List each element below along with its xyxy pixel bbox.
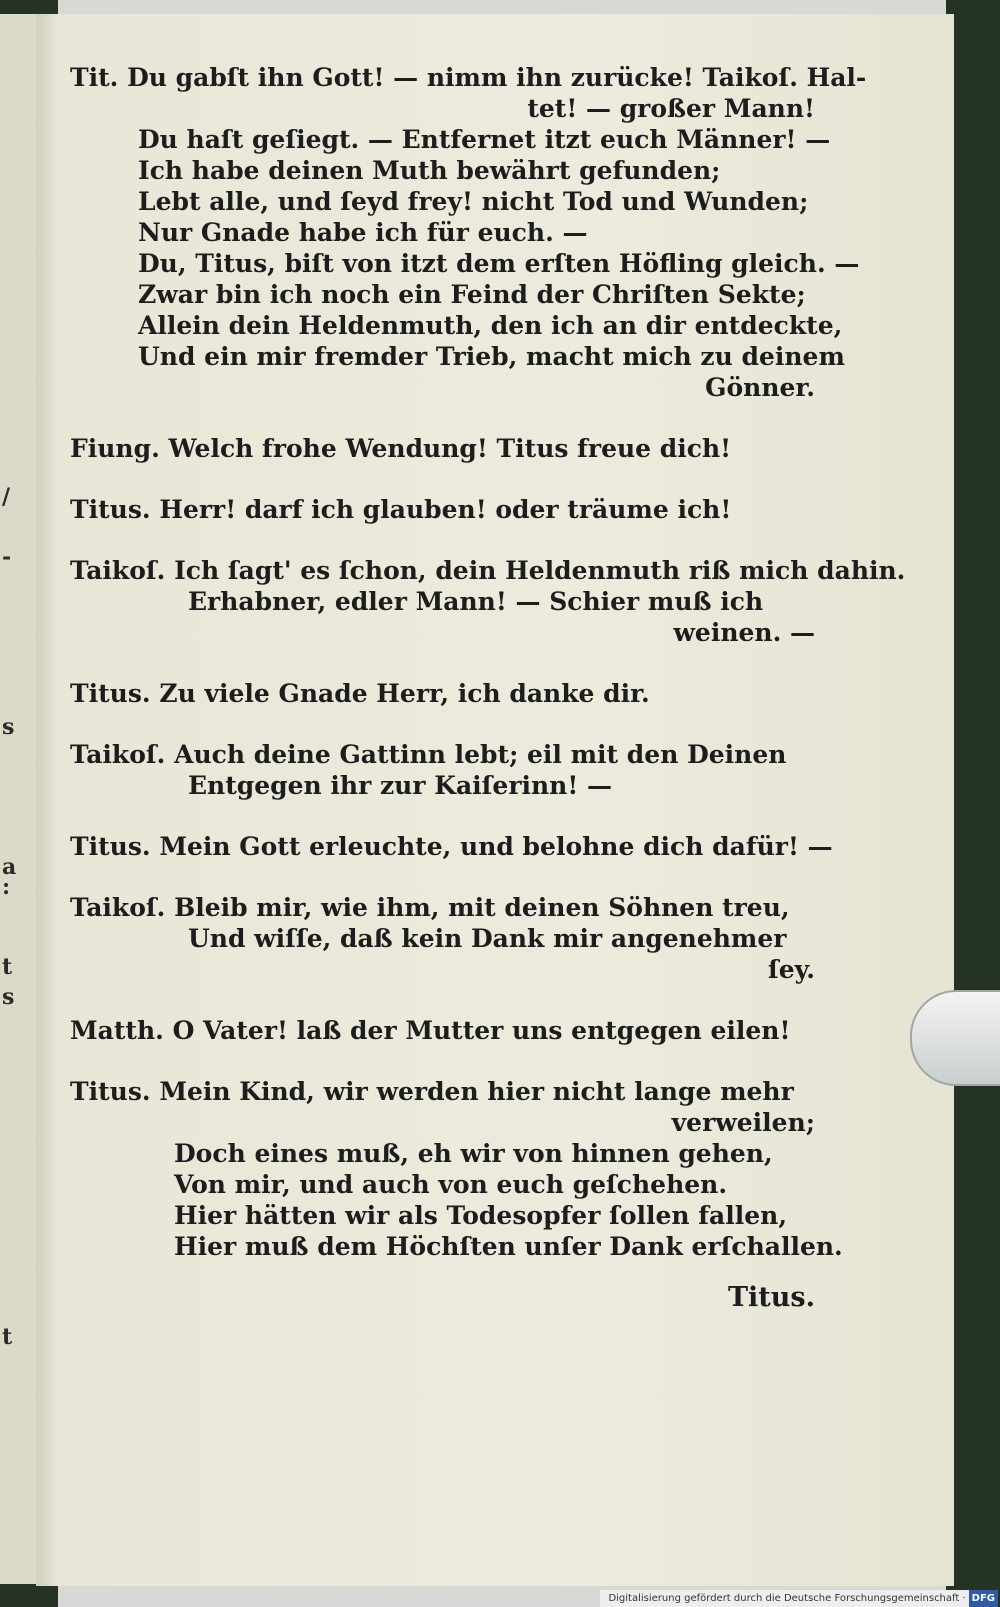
text-line [70, 62, 867, 93]
stanza-gap [70, 1046, 815, 1076]
text-line [70, 831, 833, 862]
line-text: Ich ſagt' es ſchon, dein Heldenmuth riß mich dahin. [174, 556, 906, 585]
speaker-name: Titus. [70, 1077, 151, 1106]
line-text: ſey. [767, 955, 815, 984]
bookmark-tab [910, 990, 1000, 1086]
line-text: Du gabſt ihn Gott! — nimm ihn zurücke! Taikoſ. Hal- [127, 63, 867, 92]
line-text: Bleib mir, wie ihm, mit deinen Söhnen treu, [174, 893, 790, 922]
text-line [70, 1138, 815, 1169]
page-text [70, 62, 906, 1313]
text-line [70, 923, 815, 954]
speaker-name: Taikoſ. [70, 556, 166, 585]
line-text: O Vater! laß der Mutter uns entgegen eilen! [172, 1016, 791, 1045]
speaker-name: Taikoſ. [70, 740, 166, 769]
speaker-name: Titus. [70, 495, 151, 524]
line-text: weinen. — [673, 618, 815, 647]
text-line [70, 617, 815, 648]
line-text: Doch eines muß, eh wir von hinnen gehen, [174, 1139, 773, 1168]
line-text: Ich habe deinen Muth bewährt gefunden; [138, 156, 721, 185]
previous-page-mark: t [2, 1324, 13, 1350]
stanza-gap [70, 648, 815, 678]
stanza-gap [70, 862, 815, 892]
text-line [70, 586, 815, 617]
line-text: Welch frohe Wendung! Titus freue dich! [168, 434, 732, 463]
line-text: Hier muß dem Höchſten unſer Dank erſchallen. [174, 1232, 843, 1261]
text-line [70, 186, 815, 217]
previous-page-mark: s [2, 984, 15, 1010]
text-line [70, 494, 815, 525]
text-line [70, 279, 815, 310]
text-line [70, 1231, 843, 1262]
text-line [70, 739, 815, 770]
text-line [70, 678, 815, 709]
previous-page-mark: / [2, 484, 11, 510]
line-text: Und wiſſe, daß kein Dank mir angenehmer [188, 924, 787, 953]
speaker-name: Fiung. [70, 434, 160, 463]
speaker-name: Tit. [70, 63, 119, 92]
text-line [70, 217, 815, 248]
previous-page-mark: s [2, 714, 15, 740]
line-text: Du, Titus, biſt von itzt dem erſten Höfling gleich. — [138, 249, 860, 278]
text-line [70, 770, 815, 801]
previous-page-mark: : [2, 874, 11, 900]
catchword: Titus. [727, 1282, 815, 1313]
text-line [70, 341, 845, 372]
speaker-name: Matth. [70, 1016, 164, 1045]
stanza-gap [70, 801, 815, 831]
line-text: Auch deine Gattinn lebt; eil mit den Deinen [174, 740, 787, 769]
speaker-name: Titus. [70, 679, 151, 708]
stanza-gap [70, 525, 815, 555]
line-text: Nur Gnade habe ich für euch. — [138, 218, 588, 247]
previous-page-mark: - [2, 544, 12, 570]
text-line [70, 155, 815, 186]
stanza-gap [70, 464, 815, 494]
line-text: Gönner. [705, 373, 815, 402]
text-line [70, 310, 843, 341]
text-line [70, 892, 815, 923]
text-line [70, 1076, 815, 1107]
footer-text: Digitalisierung gefördert durch die Deutsche Forschungsgemeinschaft · [608, 1593, 966, 1604]
line-text: verweilen; [671, 1108, 815, 1137]
speaker-name: Taikoſ. [70, 893, 166, 922]
text-line [70, 1200, 815, 1231]
previous-page-mark: t [2, 954, 13, 980]
line-text: Herr! darf ich glauben! oder träume ich! [159, 495, 732, 524]
text-line [70, 1169, 815, 1200]
dfg-logo: DFG [969, 1590, 998, 1607]
stanza-gap [70, 403, 815, 433]
book-cover-right [946, 0, 1000, 1607]
line-text: Lebt alle, und ſeyd frey! nicht Tod und Wunden; [138, 187, 809, 216]
line-text: Mein Kind, wir werden hier nicht lange mehr [159, 1077, 794, 1106]
line-text: Erhabner, edler Mann! — Schier muß ich [188, 587, 764, 616]
text-line [70, 248, 860, 279]
text-line [70, 555, 906, 586]
line-text: Zu viele Gnade Herr, ich danke dir. [159, 679, 650, 708]
previous-page-mark: a [2, 854, 17, 880]
line-text: Allein dein Heldenmuth, den ich an dir entdeckte, [138, 311, 843, 340]
line-text: Entgegen ihr zur Kaiſerinn! — [188, 771, 613, 800]
text-line [70, 1107, 815, 1138]
text-line [70, 954, 815, 985]
line-text: Zwar bin ich noch ein Feind der Chriſten Sekte; [138, 280, 806, 309]
text-line [70, 1015, 815, 1046]
text-line [70, 93, 815, 124]
text-line [70, 372, 815, 403]
footer-credit [600, 1590, 998, 1607]
text-line [70, 124, 831, 155]
text-line [70, 433, 815, 464]
line-text: Hier hätten wir als Todesopfer ſollen fallen, [174, 1201, 788, 1230]
speaker-name: Titus. [70, 832, 151, 861]
line-text: Du haſt geſiegt. — Entfernet itzt euch Männer! — [138, 125, 831, 154]
line-text: Von mir, und auch von euch geſchehen. [174, 1170, 728, 1199]
line-text: Mein Gott erleuchte, und belohne dich dafür! — [159, 832, 833, 861]
line-text: Und ein mir fremder Trieb, macht mich zu deinem [138, 342, 845, 371]
stanza-gap [70, 709, 815, 739]
line-text: tet! — großer Mann! [527, 94, 815, 123]
stanza-gap [70, 985, 815, 1015]
